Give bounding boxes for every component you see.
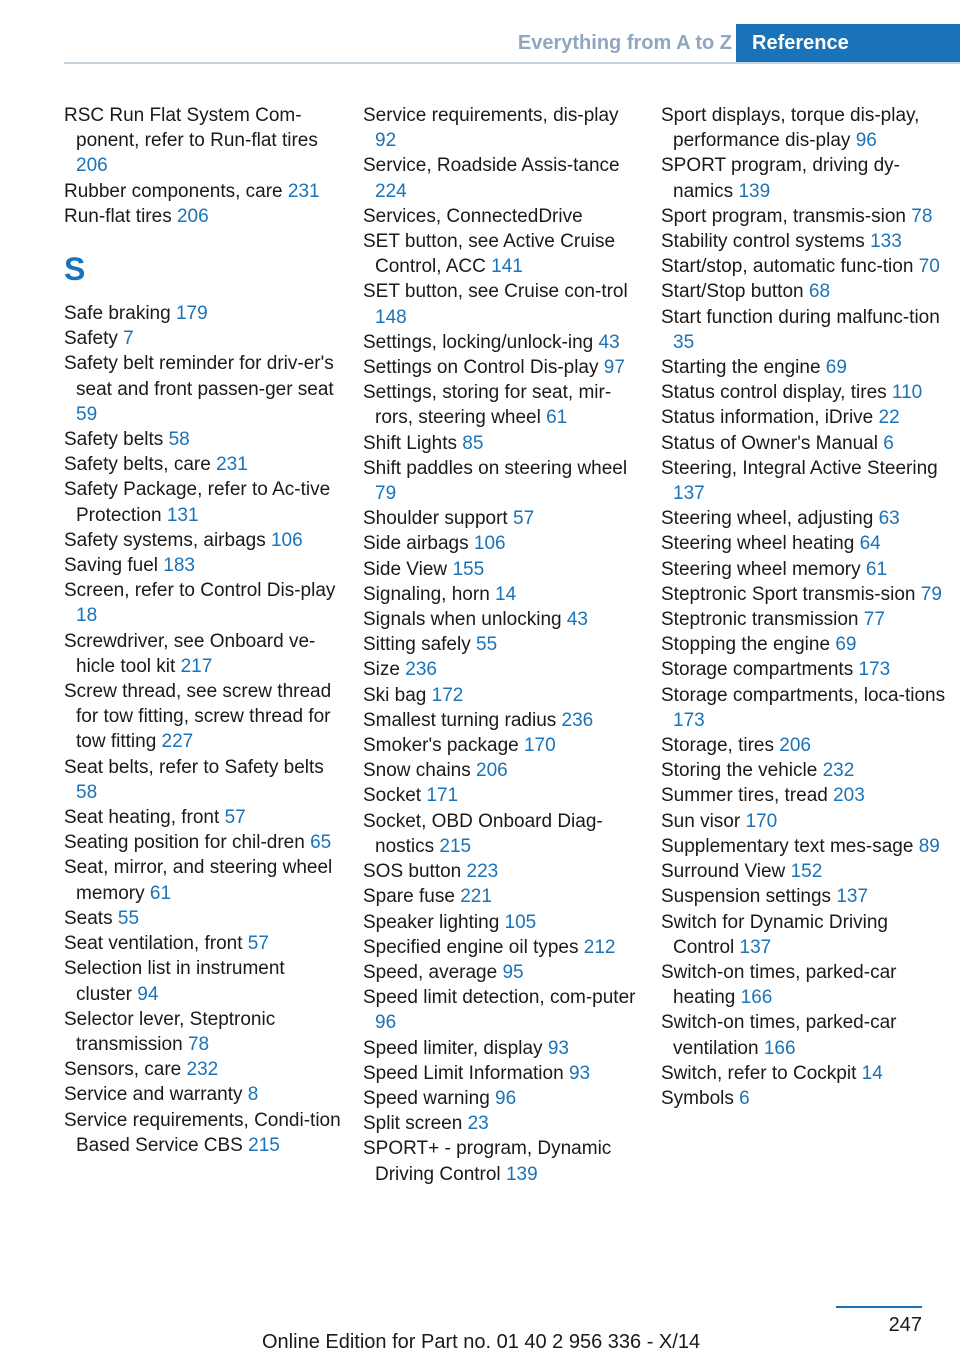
index-entry-text: Split screen [363, 1113, 463, 1135]
index-entry-text: SPORT+ - program, Dynamic Driving Control [363, 1138, 612, 1185]
index-entry-text: Seat, mirror, and steering wheel memory [64, 857, 333, 904]
index-page-link[interactable]: 106 [270, 529, 303, 551]
index-entry [64, 629, 344, 679]
index-page-link[interactable]: 77 [863, 609, 885, 631]
index-page-link[interactable]: 14 [861, 1062, 883, 1084]
index-page-link[interactable]: 179 [175, 303, 208, 325]
index-page-link[interactable]: 61 [546, 407, 568, 429]
index-entry-text: Speaker lighting [363, 911, 500, 933]
index-page-link[interactable]: 212 [583, 936, 616, 958]
index-entry [661, 355, 951, 380]
index-page-link[interactable]: 65 [310, 832, 332, 854]
index-entry-text: Switch-on times, parked-car heating [661, 961, 897, 1009]
index-entry-text: SET button, see Active Cruise Control, ACC [363, 231, 616, 278]
header-tab-reference: Reference [736, 24, 960, 62]
index-page-link[interactable]: 206 [779, 735, 811, 757]
index-entry [363, 607, 643, 632]
index-entry-text: Surround View [661, 861, 786, 883]
index-entry [64, 855, 344, 905]
index-entry [661, 632, 951, 657]
index-page-link[interactable]: 171 [426, 785, 459, 807]
index-entry-text: Speed Limit Information [363, 1062, 564, 1084]
index-entry-text: Size [363, 659, 400, 681]
index-column-3 [661, 103, 951, 1111]
index-entry [64, 1082, 344, 1107]
index-entry-text: Sport program, transmis-sion [661, 205, 906, 227]
index-page-link[interactable]: 64 [859, 533, 881, 555]
index-entry-text: Shoulder support [363, 508, 508, 530]
index-entry [64, 805, 344, 830]
index-entry [661, 254, 951, 279]
index-entry [363, 783, 643, 808]
index-entry [661, 960, 951, 1010]
index-entry-text: Status of Owner's Manual [661, 432, 878, 454]
index-entry [64, 553, 344, 578]
index-page-link[interactable]: 203 [833, 785, 865, 807]
index-page-link[interactable]: 93 [547, 1037, 569, 1059]
index-entry [363, 330, 643, 355]
index-page-link[interactable]: 78 [187, 1033, 210, 1055]
index-entry [64, 103, 344, 179]
index-entry [64, 528, 344, 553]
index-page-link[interactable]: 55 [476, 634, 498, 656]
index-column-2 [363, 103, 643, 1187]
index-entry-text: SET button, see Cruise con-trol [363, 281, 628, 303]
index-page-link[interactable]: 68 [808, 281, 831, 303]
index-entry-text: Seats [64, 907, 113, 929]
index-entry [363, 153, 643, 203]
index-entry [661, 1061, 951, 1086]
index-page-link[interactable]: 206 [176, 205, 209, 227]
index-page-link[interactable]: 173 [673, 709, 705, 731]
index-page-link[interactable]: 57 [224, 807, 246, 829]
index-page-link[interactable]: 22 [878, 407, 900, 429]
index-entry-text: Signaling, horn [363, 583, 490, 605]
index-entry-text: SPORT program, driving dy-namics [661, 155, 900, 202]
index-entry [363, 380, 643, 430]
index-entry [363, 229, 643, 279]
index-entry [661, 279, 951, 304]
index-entry [661, 859, 951, 884]
index-page-link[interactable]: 59 [76, 403, 98, 425]
index-page-link[interactable]: 70 [918, 256, 940, 278]
index-entry-text: Service requirements, Condi-tion Based Service CBS [64, 1109, 341, 1156]
index-entry-text: Steering wheel heating [661, 533, 855, 555]
index-entry [661, 910, 951, 960]
index-column-1 [64, 103, 344, 1158]
index-page-link[interactable]: 137 [739, 936, 772, 958]
index-entry-text: Start function during malfunc-tion [661, 306, 940, 328]
index-entry-text: Speed warning [363, 1087, 490, 1109]
footer-divider [836, 1306, 922, 1308]
index-entry-text: Safety belts [64, 429, 164, 451]
index-entry-text: Steptronic Sport transmis-sion [661, 583, 916, 605]
index-entry [363, 733, 643, 758]
index-page-link[interactable]: 63 [878, 508, 900, 530]
index-entry [363, 557, 643, 582]
index-entry-text: Speed, average [363, 961, 498, 983]
index-page-link[interactable]: 69 [835, 634, 857, 656]
index-entry-text: Steering wheel, adjusting [661, 508, 874, 530]
index-entry [64, 1057, 344, 1082]
index-entry [661, 733, 951, 758]
index-entry [64, 179, 344, 204]
index-entry [363, 910, 643, 935]
index-entry [363, 935, 643, 960]
index-entry-text: Status information, iDrive [661, 407, 874, 429]
index-entry [661, 683, 951, 733]
index-page-link[interactable]: 35 [673, 331, 695, 353]
index-entry-text: Service requirements, dis-play [363, 105, 619, 126]
index-entry-text: Storing the vehicle [661, 760, 818, 782]
index-entry [661, 380, 951, 405]
index-entry-text: SOS button [363, 861, 462, 883]
index-entry [661, 204, 951, 229]
index-entry [64, 931, 344, 956]
index-page-link[interactable]: 78 [911, 205, 933, 227]
index-page-link[interactable]: 61 [865, 558, 888, 580]
index-page-link[interactable]: 141 [491, 256, 523, 278]
index-entry-text: Service and warranty [64, 1084, 243, 1106]
index-entry-text: Sport displays, torque dis-play, performance dis-play [661, 105, 920, 152]
index-entry [661, 506, 951, 531]
index-page-link[interactable]: 18 [76, 605, 98, 627]
index-page-link[interactable]: 14 [495, 583, 517, 605]
index-entry-text: Safe braking [64, 303, 171, 325]
index-entry-text: Safety systems, airbags [64, 529, 266, 551]
index-page-link[interactable]: 166 [763, 1037, 796, 1059]
index-page-link[interactable]: 215 [248, 1134, 280, 1156]
index-page-link[interactable]: 183 [163, 555, 195, 577]
index-entry-text: Supplementary text mes-sage [661, 835, 914, 857]
index-entry-text: Seat heating, front [64, 807, 220, 829]
index-entry-text: Safety belts, care [64, 454, 211, 476]
index-entry-text: Seat ventilation, front [64, 933, 243, 955]
index-entry-text: Signals when unlocking [363, 609, 562, 631]
index-entry [363, 884, 643, 909]
index-entry [363, 632, 643, 657]
index-entry [64, 351, 344, 427]
index-entry-text: Run-flat tires [64, 205, 172, 227]
index-entry-text: Services, ConnectedDrive [363, 205, 583, 227]
index-entry [661, 531, 951, 556]
index-entry [363, 657, 643, 682]
index-entry [363, 859, 643, 884]
index-entry-text: Stopping the engine [661, 634, 831, 656]
index-entry-text: Switch for Dynamic Driving Control [661, 911, 888, 958]
index-entry [64, 578, 344, 628]
index-entry [661, 783, 951, 808]
index-page-link[interactable]: 227 [161, 731, 194, 753]
index-entry-text: Start/Stop button [661, 281, 804, 303]
index-page-link[interactable]: 232 [186, 1059, 219, 1081]
index-entry [661, 1010, 951, 1060]
index-entry-text: Starting the engine [661, 357, 821, 379]
index-page-link[interactable]: 232 [822, 760, 855, 782]
index-page-link[interactable]: 206 [76, 155, 108, 177]
index-entry-text: Selector lever, Steptronic transmission [64, 1008, 276, 1055]
index-entry-text: Symbols [661, 1087, 734, 1109]
index-page-link[interactable]: 106 [473, 533, 506, 555]
index-entry-text: Switch, refer to Cockpit [661, 1062, 857, 1084]
index-entry [363, 985, 643, 1035]
index-entry-text: Speed limit detection, com-puter [363, 987, 636, 1009]
index-entry-text: Service, Roadside Assis-tance [363, 155, 620, 177]
index-entry [363, 708, 643, 733]
page-number: 247 [888, 1314, 922, 1336]
index-page-link[interactable]: 57 [247, 933, 269, 955]
index-entry [363, 582, 643, 607]
index-entry [64, 679, 344, 755]
index-entry-text: Safety Package, refer to Ac-tive Protection [64, 479, 331, 526]
index-page-link[interactable]: 166 [740, 987, 773, 1009]
index-entry-text: Settings on Control Dis-play [363, 357, 599, 379]
index-entry-text: Rubber components, care [64, 180, 283, 202]
index-entry-text: Sitting safely [363, 634, 471, 656]
header-divider [64, 62, 960, 64]
index-page-link[interactable]: 173 [858, 659, 891, 681]
index-page-link[interactable]: 131 [166, 504, 199, 526]
index-entry [661, 153, 951, 203]
index-page-link[interactable]: 152 [790, 861, 823, 883]
index-entry-text: Status control display, tires [661, 382, 887, 404]
index-entry-text: Storage, tires [661, 735, 774, 757]
index-entry [363, 1111, 643, 1136]
index-entry-text: Storage compartments [661, 659, 854, 681]
index-page-link[interactable]: 236 [405, 659, 437, 681]
index-page-link[interactable]: 6 [883, 432, 894, 454]
index-entry-text: Seat belts, refer to Safety belts [64, 756, 324, 778]
index-entry [661, 305, 951, 355]
index-entry-text: Safety [64, 328, 118, 350]
index-entry [661, 557, 951, 582]
index-page-link[interactable]: 170 [745, 810, 778, 832]
index-page-link[interactable]: 137 [673, 483, 705, 505]
index-entry-text: Shift Lights [363, 432, 457, 454]
index-page-link[interactable]: 215 [439, 835, 472, 857]
header-section-title: Everything from A to Z [517, 32, 732, 54]
index-entry-text: Socket, OBD Onboard Diag-nostics [363, 810, 603, 857]
index-entry [64, 427, 344, 452]
index-entry-text: Specified engine oil types [363, 936, 579, 958]
index-entry [661, 405, 951, 430]
index-page-link[interactable]: 221 [460, 886, 492, 908]
index-entry-text: RSC Run Flat System Com-ponent, refer to Run-flat tires [64, 105, 318, 152]
index-entry-text: Sun visor [661, 810, 741, 832]
index-entry [363, 279, 643, 329]
index-entry-text: Spare fuse [363, 886, 455, 908]
index-page-link[interactable]: 8 [247, 1084, 259, 1106]
index-entry [64, 326, 344, 351]
index-page-link[interactable]: 96 [375, 1012, 397, 1034]
index-page-link[interactable]: 85 [462, 432, 484, 454]
index-page-link[interactable]: 231 [287, 180, 320, 202]
index-entry-text: Steptronic transmission [661, 609, 859, 631]
index-entry [661, 607, 951, 632]
index-entry [64, 1108, 344, 1158]
index-page-link[interactable]: 172 [431, 684, 464, 706]
index-entry-text: Safety belt reminder for driv-er's seat and front passen-ger seat [64, 353, 334, 400]
index-entry-text: Seating position for chil-dren [64, 832, 305, 854]
index-entry [661, 1086, 951, 1111]
index-entry-text: Screen, refer to Control Dis-play [64, 580, 336, 602]
index-entry [64, 477, 344, 527]
index-entry-text: Side View [363, 558, 448, 580]
index-entry [363, 960, 643, 985]
index-entry [363, 758, 643, 783]
index-page-link[interactable]: 231 [216, 454, 248, 476]
index-entry [363, 1036, 643, 1061]
index-entry [363, 506, 643, 531]
index-page-link[interactable]: 79 [920, 583, 942, 605]
index-entry [363, 809, 643, 859]
index-entry [64, 301, 344, 326]
index-page-link[interactable]: 137 [836, 886, 869, 908]
index-letter-heading: S [64, 251, 86, 288]
index-entry-text: Screwdriver, see Onboard ve-hicle tool kit [64, 630, 316, 677]
index-entry-text: Steering, Integral Active Steering [661, 457, 938, 479]
index-entry-text: Side airbags [363, 533, 469, 555]
index-entry-text: Summer tires, tread [661, 785, 828, 807]
index-page-link[interactable]: 89 [918, 835, 940, 857]
index-entry [661, 431, 951, 456]
index-page-link[interactable]: 6 [739, 1087, 750, 1109]
index-entry-text: Socket [363, 785, 422, 807]
index-page-link[interactable]: 105 [504, 911, 537, 933]
index-entry [661, 582, 951, 607]
index-page-link[interactable]: 94 [137, 983, 159, 1005]
index-entry-text: Storage compartments, loca-tions [661, 684, 946, 706]
index-entry-text: Start/stop, automatic func-tion [661, 256, 914, 278]
index-page-link[interactable]: 43 [566, 609, 588, 631]
index-page-link[interactable]: 55 [117, 907, 140, 929]
index-entry-text: Smoker's package [363, 735, 519, 757]
index-page-link[interactable]: 57 [513, 508, 535, 530]
index-page-link[interactable]: 223 [466, 861, 499, 883]
index-page-link[interactable]: 61 [149, 882, 172, 904]
index-entry [661, 657, 951, 682]
index-entry-text: Snow chains [363, 760, 471, 782]
index-entry-text: Steering wheel memory [661, 558, 861, 580]
index-page-link[interactable]: 155 [452, 558, 485, 580]
index-page-link[interactable]: 23 [467, 1113, 489, 1135]
index-entry [363, 1061, 643, 1086]
index-entry-text: Smallest turning radius [363, 709, 557, 731]
index-entry-text: Settings, storing for seat, mir-rors, steering wheel [363, 382, 612, 429]
index-page-link[interactable]: 96 [855, 130, 877, 152]
index-entry [661, 809, 951, 834]
index-entry [661, 456, 951, 506]
index-entry-text: Switch-on times, parked-car ventilation [661, 1012, 897, 1059]
index-entry [661, 103, 951, 153]
edition-footer: Online Edition for Part no. 01 40 2 956 336 - X/14 [262, 1331, 701, 1353]
index-entry [363, 204, 643, 229]
index-entry [363, 355, 643, 380]
index-entry [64, 452, 344, 477]
index-entry [661, 884, 951, 909]
index-entry [661, 834, 951, 859]
index-entry [64, 755, 344, 805]
index-page-link[interactable]: 206 [476, 760, 508, 782]
index-entry [363, 531, 643, 556]
index-page-link[interactable]: 96 [495, 1087, 517, 1109]
index-entry-text: Speed limiter, display [363, 1037, 543, 1059]
index-page-link[interactable]: 110 [891, 382, 923, 404]
index-entry-text: Screw thread, see screw thread for tow fitting, screw thread for tow fitting [64, 681, 332, 753]
index-page-link[interactable]: 224 [375, 180, 407, 202]
index-page-link[interactable]: 7 [123, 328, 134, 350]
index-page-link[interactable]: 69 [825, 357, 847, 379]
index-page-link[interactable]: 79 [375, 483, 397, 505]
index-entry [64, 1007, 344, 1057]
index-entry-text: Saving fuel [64, 555, 159, 577]
index-entry-text: Shift paddles on steering wheel [363, 457, 628, 479]
index-page-link[interactable]: 58 [76, 781, 98, 803]
index-entry [64, 906, 344, 931]
index-page-link[interactable]: 133 [870, 231, 902, 253]
index-entry [363, 431, 643, 456]
index-page-link[interactable]: 97 [603, 357, 625, 379]
index-page-link[interactable]: 43 [598, 331, 620, 353]
index-page-link[interactable]: 58 [168, 429, 190, 451]
index-entry-text: Selection list in instrument cluster [64, 958, 285, 1005]
index-entry [363, 683, 643, 708]
index-page-link[interactable]: 170 [523, 735, 556, 757]
index-page-link[interactable]: 95 [502, 961, 524, 983]
index-entry [363, 103, 643, 153]
index-page-link[interactable]: 139 [505, 1163, 538, 1185]
index-entry [661, 758, 951, 783]
index-entry [363, 456, 643, 506]
index-entry-text: Sensors, care [64, 1059, 182, 1081]
index-entry [661, 229, 951, 254]
index-page-link[interactable]: 236 [561, 709, 594, 731]
index-entry [363, 1086, 643, 1111]
index-entry [64, 830, 344, 855]
index-page-link[interactable]: 93 [568, 1062, 591, 1084]
index-page-link[interactable]: 139 [738, 180, 771, 202]
index-entry-text: Stability control systems [661, 231, 865, 253]
index-entry [64, 956, 344, 1006]
index-page-link[interactable]: 92 [375, 130, 397, 152]
index-entry-text: Ski bag [363, 684, 427, 706]
index-entry-text: Suspension settings [661, 886, 832, 908]
index-entry [64, 204, 344, 229]
index-page-link[interactable]: 217 [180, 655, 213, 677]
index-page-link[interactable]: 148 [375, 306, 407, 328]
index-entry [363, 1136, 643, 1186]
index-entry-text: Settings, locking/unlock-ing [363, 331, 594, 353]
